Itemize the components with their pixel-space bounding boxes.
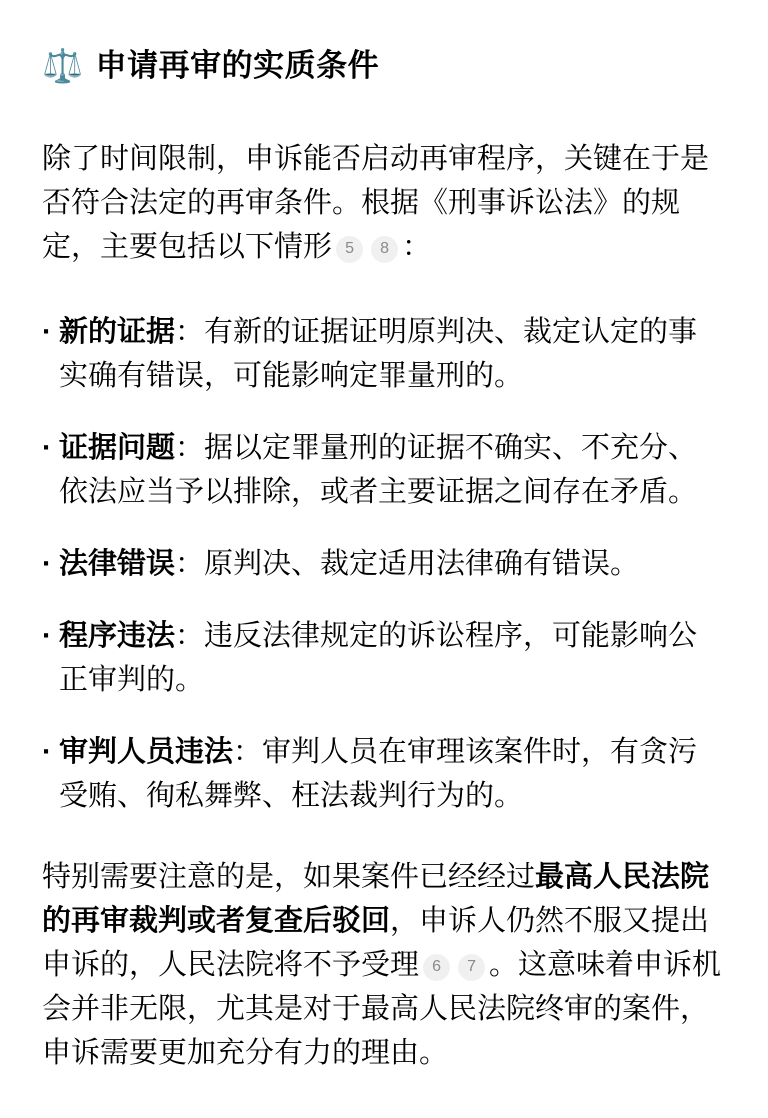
- list-item-desc: 据以定罪量刑的证据不确实、不充分、依法应当予以排除，或者主要证据之间存在矛盾。: [59, 432, 698, 508]
- list-item-term: 审判人员违法: [59, 736, 234, 768]
- list-item-separator: ：: [175, 432, 205, 464]
- closing-seg3: ，申诉人仍然不服又提出申诉的，人民法院将不予受理: [42, 905, 710, 981]
- list-item-term: 程序违法: [59, 620, 176, 652]
- section-title-text: 申请再审的实质条件: [95, 48, 380, 83]
- list-item-separator: ：: [233, 736, 263, 768]
- scales-of-justice-icon: ⚖️: [42, 47, 84, 84]
- closing-bold-text: 最高人民法院的再审裁判或者复查后驳回: [42, 861, 710, 937]
- list-item-separator: ：: [175, 316, 205, 348]
- list-item-new-evidence: [42, 310, 726, 398]
- list-item-desc: 审判人员在审理该案件时，有贪污受贿、徇私舞弊、枉法裁判行为的。: [59, 736, 698, 812]
- list-item-evidence-problem: [42, 426, 726, 514]
- list-item-desc: 原判决、裁定适用法律确有错误。: [204, 548, 640, 580]
- list-item-term: 新的证据: [59, 316, 176, 348]
- section-title: [42, 44, 726, 88]
- intro-paragraph: [42, 137, 726, 269]
- citation-badge-8[interactable]: 8: [371, 236, 398, 263]
- closing-seg1: 特别需要注意的是，如果案件已经经过: [42, 861, 536, 893]
- list-item-desc: 违反法律规定的诉讼程序，可能影响公正审判的。: [59, 620, 698, 696]
- closing-seg4: 。这意味着申诉机会并非无限，尤其是对于最高人民法院终审的案件，申诉需要更加充分有力的理由。: [42, 949, 722, 1069]
- intro-text: 除了时间限制，申诉能否启动再审程序，关键在于是否符合法定的再审条件。根据《刑事诉讼法》的规定，主要包括以下情形: [42, 143, 710, 263]
- list-item-judge-misconduct: [42, 730, 726, 818]
- list-item-separator: ：: [175, 620, 205, 652]
- intro-colon: ：: [402, 231, 432, 263]
- closing-paragraph: [42, 855, 726, 1075]
- list-item-procedure-violation: [42, 614, 726, 702]
- citation-badge-5[interactable]: 5: [336, 236, 363, 263]
- conditions-list: [42, 310, 726, 818]
- list-item-desc: 有新的证据证明原判决、裁定认定的事实确有错误，可能影响定罪量刑的。: [59, 316, 698, 392]
- list-item-term: 证据问题: [59, 432, 176, 464]
- list-item-law-error: [42, 542, 726, 586]
- list-item-separator: ：: [175, 548, 205, 580]
- citation-badge-6[interactable]: 6: [423, 954, 450, 981]
- citation-badge-7[interactable]: 7: [458, 954, 485, 981]
- list-item-term: 法律错误: [59, 548, 176, 580]
